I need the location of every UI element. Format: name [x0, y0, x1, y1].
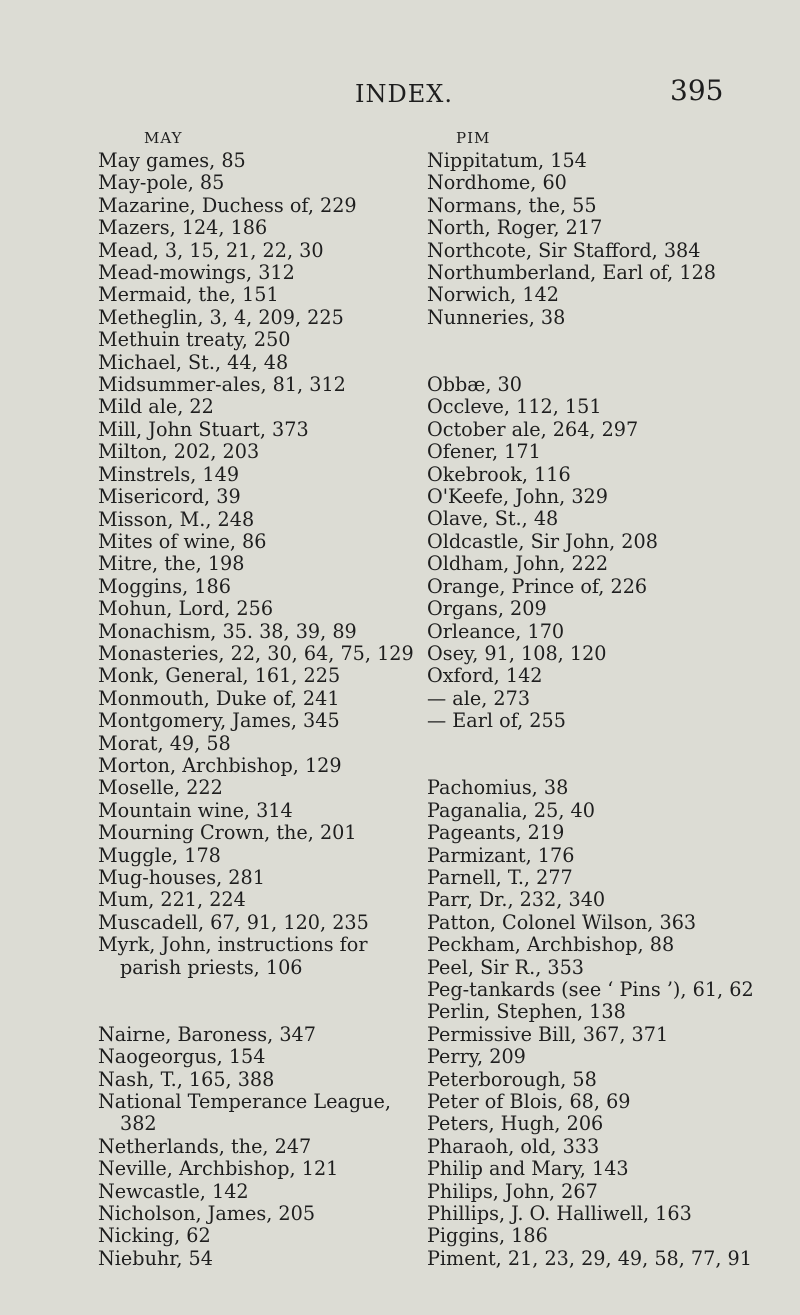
index-entry: Misericord, 39 [98, 485, 241, 509]
index-entry: Piment, 21, 23, 29, 49, 58, 77, 91 [427, 1246, 752, 1270]
index-entry-heading: Nairne, Baroness, 347 [98, 1022, 316, 1046]
index-entry: Parmizant, 176 [427, 843, 575, 867]
index-entry: Peg-tankards (see ‘ Pins ’), 61, 62 [427, 978, 754, 1001]
index-entry: Perlin, Stephen, 138 [427, 1000, 626, 1024]
index-entry: Naogeorgus, 154 [98, 1045, 266, 1069]
index-entry: Mazarine, Duchess of, 229 [98, 193, 357, 217]
index-group-o [427, 374, 797, 733]
index-entry: Mead, 3, 15, 21, 22, 30 [98, 238, 324, 262]
index-entry: Paganalia, 25, 40 [427, 798, 595, 822]
index-group-p [427, 777, 797, 1270]
index-entry: Mohun, Lord, 256 [98, 597, 274, 621]
index-entry: Mead-mowings, 312 [98, 261, 295, 285]
index-entry: Morton, Archbishop, 129 [98, 753, 342, 777]
left-column [98, 126, 468, 1270]
index-entry: Peter of Blois, 68, 69 [427, 1090, 631, 1114]
index-entry: Parnell, T., 277 [427, 865, 573, 889]
index-entry: Nordhome, 60 [427, 171, 567, 195]
index-entry: May games, 85 [98, 149, 246, 172]
index-entry: Mourning Crown, the, 201 [98, 821, 357, 845]
index-entry: Morat, 49, 58 [98, 731, 231, 755]
index-entry: Ofener, 171 [427, 440, 541, 464]
index-entry: O'Keefe, John, 329 [427, 485, 608, 509]
index-entry: Northcote, Sir Stafford, 384 [427, 238, 701, 262]
index-entry: Metheglin, 3, 4, 209, 225 [98, 305, 344, 329]
index-entry: Mild ale, 22 [98, 395, 214, 419]
index-entry: Michael, St., 44, 48 [98, 350, 289, 374]
index-entry: Niebuhr, 54 [98, 1246, 213, 1270]
index-entry: Newcastle, 142 [98, 1179, 249, 1203]
index-entry: Philips, John, 267 [427, 1179, 598, 1203]
section-gap [98, 979, 468, 1024]
section-gap [427, 733, 797, 778]
index-group-n-cont [427, 150, 797, 329]
index-entry: Philip and Mary, 143 [427, 1157, 629, 1181]
index-entry: Mug-houses, 281 [98, 866, 265, 889]
index-entry: Pageants, 219 [427, 821, 565, 845]
index-entry: Mill, John Stuart, 373 [98, 417, 309, 441]
index-entry: Muggle, 178 [98, 843, 221, 867]
index-entry: May-pole, 85 [98, 171, 225, 195]
index-entry: Mites of wine, 86 [98, 529, 267, 553]
index-entry: Myrk, John, instructions for [98, 933, 368, 957]
index-entry-heading: Pachomius, 38 [427, 776, 569, 800]
guide-word-right: PIM [456, 129, 491, 147]
index-entry-heading: Obbæ, 30 [427, 373, 522, 397]
index-entry: Occleve, 112, 151 [427, 395, 602, 419]
index-entry: Patton, Colonel Wilson, 363 [427, 910, 697, 934]
index-entry: — ale, 273 [427, 686, 531, 710]
index-entry: Moselle, 222 [98, 776, 223, 800]
index-entry: Peters, Hugh, 206 [427, 1112, 604, 1136]
index-entry: Minstrels, 149 [98, 462, 240, 486]
index-entry-continuation: parish priests, 106 [120, 955, 303, 979]
index-entry: Oldham, John, 222 [427, 552, 609, 576]
page-title: INDEX. [355, 80, 453, 108]
index-entry: Organs, 209 [427, 597, 547, 621]
index-entry: Perry, 209 [427, 1045, 526, 1069]
index-entry: Netherlands, the, 247 [98, 1134, 312, 1158]
index-entry: North, Roger, 217 [427, 216, 603, 240]
index-group-n [98, 1024, 468, 1270]
running-head [0, 70, 800, 110]
index-entry: Monmouth, Duke of, 241 [98, 686, 340, 710]
index-entry: Phillips, J. O. Halliwell, 163 [427, 1202, 692, 1226]
index-entry: Oldcastle, Sir John, 208 [427, 529, 658, 553]
index-entry: Neville, Archbishop, 121 [98, 1157, 339, 1181]
guide-word-left: MAY [144, 129, 183, 147]
index-entry: — Earl of, 255 [427, 709, 566, 733]
index-entry: Oxford, 142 [427, 664, 543, 688]
index-entry-continuation: 382 [120, 1112, 157, 1136]
index-entry: Methuin treaty, 250 [98, 328, 291, 352]
page-number: 395 [670, 74, 724, 107]
index-group-m [98, 150, 468, 979]
index-entry: Misson, M., 248 [98, 507, 255, 531]
index-entry: Mazers, 124, 186 [98, 216, 268, 240]
index-entry: Osey, 91, 108, 120 [427, 641, 607, 665]
index-entry: Montgomery, James, 345 [98, 709, 340, 733]
index-entry: National Temperance League, [98, 1090, 391, 1114]
right-column [427, 126, 797, 1270]
index-entry: Norwich, 142 [427, 283, 559, 307]
index-entry: Nunneries, 38 [427, 305, 566, 329]
index-entry: Mum, 221, 224 [98, 888, 246, 912]
index-entry: Pharaoh, old, 333 [427, 1134, 600, 1158]
index-entry: Monasteries, 22, 30, 64, 75, 129 [98, 641, 414, 665]
index-entry: Piggins, 186 [427, 1224, 548, 1248]
index-entry: Moggins, 186 [98, 574, 231, 598]
index-entry: Parr, Dr., 232, 340 [427, 888, 606, 912]
index-entry: Peterborough, 58 [427, 1067, 597, 1091]
index-entry: Midsummer-ales, 81, 312 [98, 373, 346, 397]
index-entry: Nippitatum, 154 [427, 149, 587, 172]
section-gap [427, 329, 797, 374]
index-entry: Orange, Prince of, 226 [427, 574, 648, 598]
index-entry: Permissive Bill, 367, 371 [427, 1022, 669, 1046]
index-entry: Mermaid, the, 151 [98, 283, 279, 307]
index-entry: Monk, General, 161, 225 [98, 664, 341, 688]
index-entry: Orleance, 170 [427, 619, 565, 643]
index-entry: Nash, T., 165, 388 [98, 1067, 275, 1091]
index-entry: Peckham, Archbishop, 88 [427, 933, 675, 957]
index-entry: Muscadell, 67, 91, 120, 235 [98, 910, 369, 934]
index-entry: Okebrook, 116 [427, 462, 571, 486]
index-entry: Milton, 202, 203 [98, 440, 260, 464]
index-entry: Monachism, 35. 38, 39, 89 [98, 619, 357, 643]
index-entry: October ale, 264, 297 [427, 417, 639, 441]
index-entry: Mountain wine, 314 [98, 798, 293, 822]
index-entry: Olave, St., 48 [427, 507, 559, 531]
index-entry: Normans, the, 55 [427, 193, 597, 217]
index-entry: Mitre, the, 198 [98, 552, 245, 576]
index-entry: Nicholson, James, 205 [98, 1202, 316, 1226]
index-entry: Nicking, 62 [98, 1224, 211, 1248]
index-entry: Northumberland, Earl of, 128 [427, 261, 717, 285]
index-entry: Peel, Sir R., 353 [427, 955, 585, 979]
